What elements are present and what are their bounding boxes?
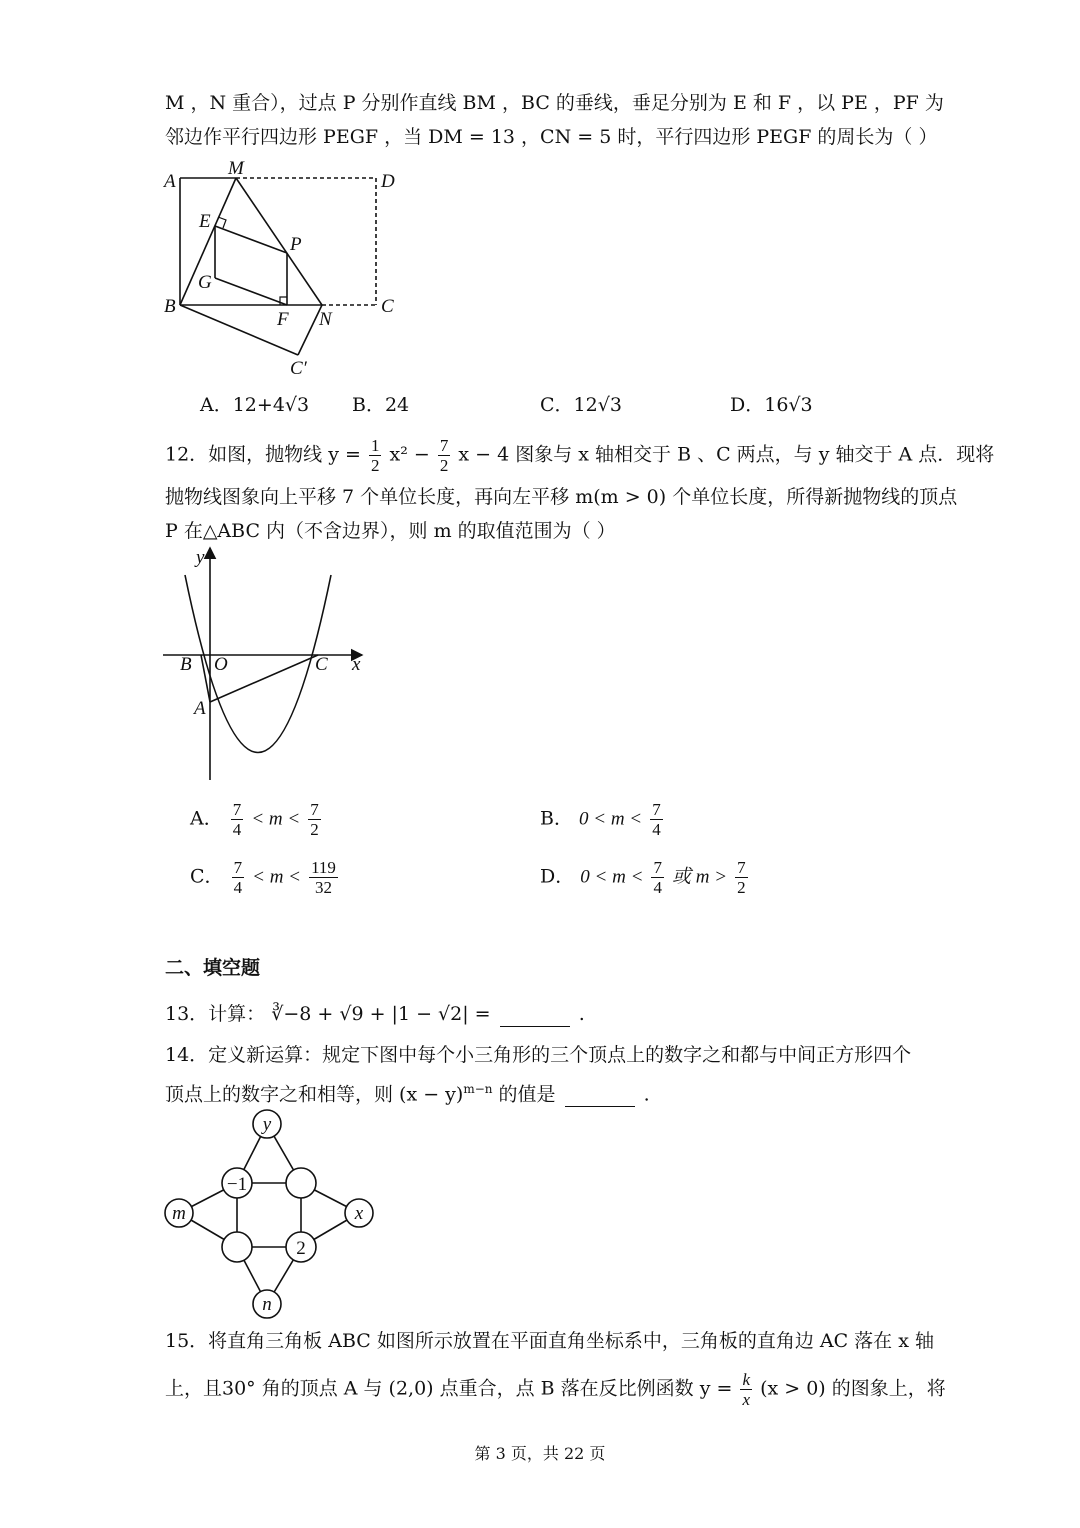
q13-expr: ∛−8 + √9 + |1 − √2| = (271, 1003, 491, 1025)
node-right-label: x (354, 1203, 364, 1224)
q12-option-d (540, 858, 750, 897)
label-d: D (381, 171, 395, 192)
node-square-br-label: 2 (296, 1238, 306, 1259)
node-bottom-label: n (262, 1294, 272, 1315)
opt-pre: 0 < m < (580, 866, 644, 888)
q15-line2-b: (x > 0) 的图象上，将 (760, 1377, 946, 1400)
frac-den: x (742, 1390, 751, 1409)
opt-label: D． (540, 865, 575, 888)
q11-option-d: D．16√3 (730, 394, 813, 416)
q12-figure (160, 540, 375, 790)
frac-den: 32 (315, 878, 332, 897)
q12-line1-b: x² − (389, 443, 430, 466)
q11-option-c: C．12√3 (540, 394, 622, 416)
frac-den: 4 (652, 820, 661, 839)
q13-prefix: 13．计算： (165, 1003, 266, 1025)
frac-num: 7 (653, 858, 662, 877)
frac (309, 858, 338, 897)
frac (231, 800, 244, 839)
q12-line1-a: 12．如图，抛物线 y = (165, 443, 361, 466)
q13-suffix: . (578, 1003, 585, 1025)
q12-option-a (190, 800, 323, 839)
seg-ep (215, 226, 287, 253)
frac-num: k (742, 1370, 751, 1389)
node-top-label: y (262, 1114, 272, 1135)
opt-label: B． (540, 807, 573, 830)
label-y: y (196, 547, 205, 568)
q14-line2-a: 顶点上的数字之和相等，则 (x − y) (165, 1083, 464, 1106)
frac-num: 7 (233, 858, 243, 877)
q12-line2: 抛物线图象向上平移 7 个单位长度，再向左平移 m(m > 0) 个单位长度，所得新抛物线的顶点 (165, 486, 958, 508)
q13 (165, 1001, 585, 1027)
label-c: C (381, 296, 394, 317)
frac (650, 800, 663, 839)
q11-line1: M ，N 重合），过点 P 分别作直线 BM ，BC 的垂线，垂足分别为 E 和 F ，以 PE ，PF 为 (165, 92, 944, 114)
label-m: M (228, 158, 244, 179)
opt-mid: < m < (251, 808, 301, 830)
frac (308, 800, 321, 839)
frac (232, 858, 245, 897)
label-g: G (198, 272, 212, 293)
label-p: P (290, 234, 302, 255)
node-left-label: m (172, 1203, 186, 1224)
label-c-prime: C′ (290, 358, 307, 379)
q11-line2: 邻边作平行四边形 PEGF ，当 DM = 13 ，CN = 5 时，平行四边形 PEGF 的周长为（ ） (165, 126, 938, 148)
q12-frac-half (369, 436, 382, 475)
frac-den: 2 (370, 456, 380, 475)
opt-mid: 或 m > (672, 866, 728, 888)
frac-num: 7 (652, 800, 661, 819)
label-a: A (194, 698, 206, 719)
section-heading: 二、填空题 (165, 957, 261, 979)
q14-exponent: m−n (463, 1082, 493, 1096)
frac-num: 7 (737, 858, 746, 877)
q14-line2-end: . (643, 1083, 650, 1106)
frac-den: 4 (653, 878, 662, 897)
q15-line1: 15．将直角三角板 ABC 如图所示放置在平面直角坐标系中，三角板的直角边 AC 落在 x 轴 (165, 1330, 934, 1352)
q12-line1 (165, 436, 994, 475)
label-x: x (352, 654, 361, 675)
frac-num: 1 (370, 436, 380, 455)
node-square-tr (286, 1168, 316, 1198)
q15-line2-a: 上，且30° 角的顶点 A 与 (2,0) 点重合，点 B 落在反比例函数 y = (165, 1377, 733, 1400)
label-c: C (315, 654, 328, 675)
right-angle-e (218, 217, 226, 228)
q11-figure (158, 155, 408, 380)
q12-line1-c: x − 4 图象与 x 轴相交于 B 、C 两点，与 y 轴交于 A 点．现将 (458, 443, 995, 466)
q14-line1: 14．定义新运算：规定下图中每个小三角形的三个顶点上的数字之和都与中间正方形四个 (165, 1044, 912, 1066)
label-a: A (164, 171, 176, 192)
frac-den: 2 (737, 878, 746, 897)
opt-label: A． (190, 807, 223, 830)
label-n: N (319, 309, 332, 330)
frac (735, 858, 748, 897)
node-square-bl (222, 1232, 252, 1262)
q12-frac-seven-halves (438, 436, 451, 475)
node-square-tl-label: −1 (226, 1174, 248, 1195)
answer-blank (565, 1088, 635, 1107)
opt-mid: < m < (252, 866, 302, 888)
q14-line2-b: 的值是 (492, 1083, 556, 1106)
q12-option-c (190, 858, 340, 897)
frac-num: 119 (311, 858, 336, 877)
label-b: B (164, 296, 176, 317)
label-f: F (277, 309, 289, 330)
frac-den: 4 (233, 878, 243, 897)
q11-option-b: B．24 (352, 394, 410, 416)
parabola (185, 575, 331, 753)
frac-den: 2 (439, 456, 449, 475)
frac-num: 7 (310, 800, 319, 819)
q14-figure (160, 1105, 380, 1325)
q14-line2 (165, 1076, 650, 1107)
label-e: E (199, 211, 211, 232)
page-footer: 第 3 页，共 22 页 (474, 1444, 606, 1463)
seg-gf (215, 278, 287, 305)
seg-mn (236, 178, 322, 305)
frac-num: 7 (232, 800, 242, 819)
q11-option-a: A．12+4√3 (200, 394, 310, 416)
q12-line3: P 在△ABC 内（不含边界），则 m 的取值范围为（ ） (165, 520, 616, 542)
q12-option-b (540, 800, 665, 839)
frac (651, 858, 664, 897)
q15-line2 (165, 1370, 946, 1409)
frac-den: 4 (232, 820, 242, 839)
label-o: O (214, 654, 228, 675)
answer-blank (500, 1008, 570, 1027)
frac-den: 2 (310, 820, 319, 839)
label-b: B (180, 654, 192, 675)
q15-frac (740, 1370, 752, 1409)
opt-label: C． (190, 865, 224, 888)
frac-num: 7 (439, 436, 449, 455)
opt-pre: 0 < m < (579, 808, 643, 830)
